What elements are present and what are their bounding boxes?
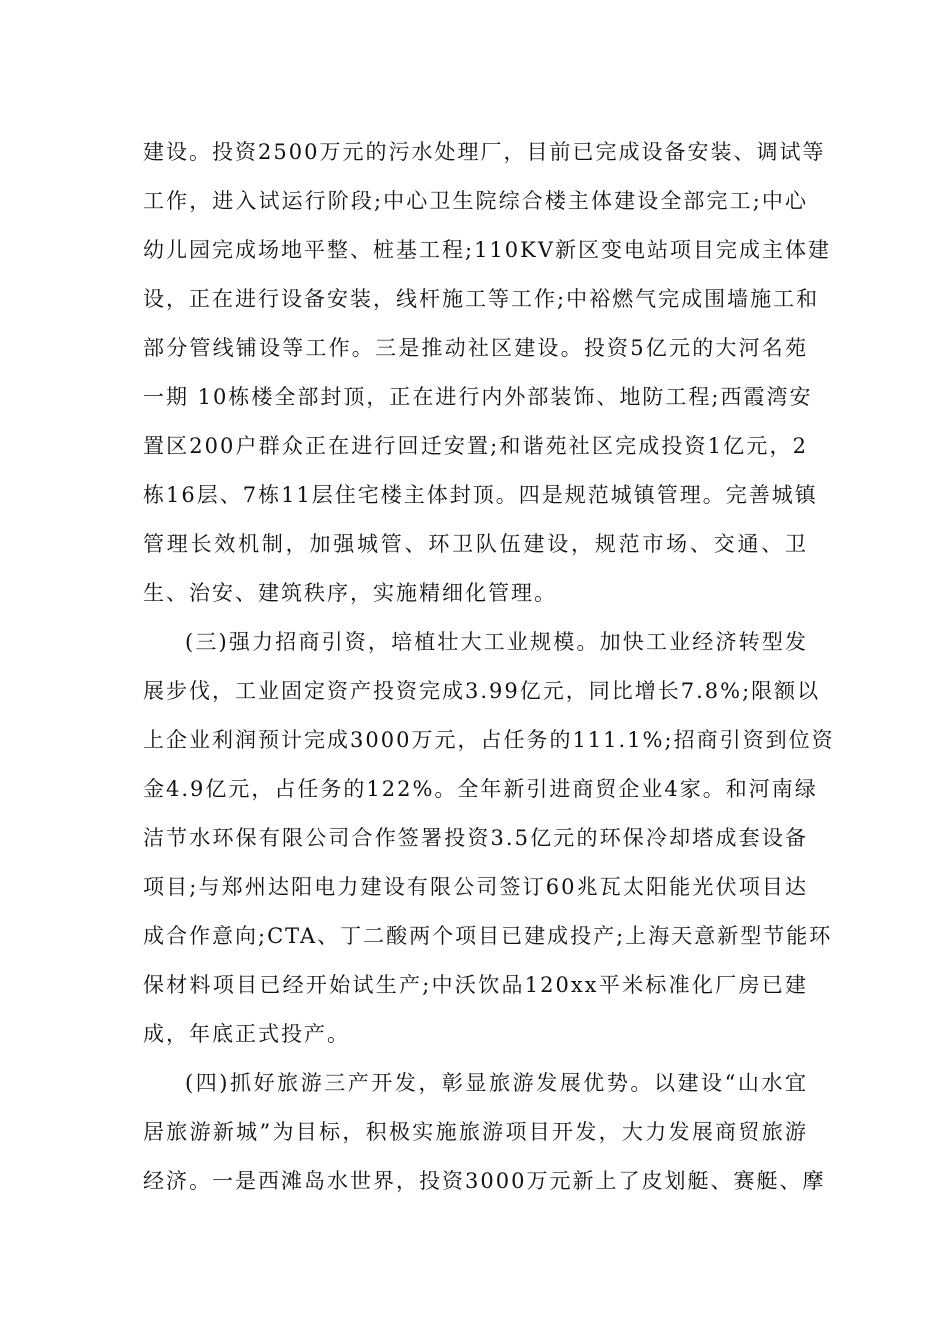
- text-line: 幼儿园完成场地平整、桩基工程;110KV新区变电站项目完成主体建: [143, 238, 832, 262]
- text-line: 成，年底正式投产。: [143, 1022, 350, 1046]
- text-line: 设，正在进行设备安装，线杆施工等工作;中裕燃气完成围墙施工和: [143, 287, 820, 311]
- text-line: 金4.9亿元，占任务的122%。全年新引进商贸企业4家。和河南绿: [143, 777, 818, 801]
- text-line: 工作，进入试运行阶段;中心卫生院综合楼主体建设全部完工;中心: [143, 189, 808, 213]
- section-heading-line: (三)强力招商引资，培植壮大工业规模。加快工业经济转型发: [185, 630, 808, 654]
- text-line: 展步伐，工业固定资产投资完成3.99亿元，同比增长7.8%;限额以: [143, 679, 821, 703]
- section-heading-line: (四)抓好旅游三产开发，彰显旅游发展优势。以建设“山水宜: [185, 1071, 808, 1095]
- text-line: 栋16层、7栋11层住宅楼主体封顶。四是规范城镇管理。完善城镇: [143, 483, 818, 507]
- text-line: 部分管线铺设等工作。三是推动社区建设。投资5亿元的大河名苑: [143, 336, 808, 360]
- text-line: 生、治安、建筑秩序，实施精细化管理。: [143, 581, 557, 605]
- text-line: 项目;与郑州达阳电力建设有限公司签订60兆瓦太阳能光伏项目达: [143, 875, 808, 899]
- text-line: 成合作意向;CTA、丁二酸两个项目已建成投产;上海天意新型节能环: [143, 924, 833, 948]
- document-body: [143, 128, 835, 1206]
- text-line: 洁节水环保有限公司合作签署投资3.5亿元的环保冷却塔成套设备: [143, 826, 808, 850]
- text-line: 管理长效机制，加强城管、环卫队伍建设，规范市场、交通、卫: [143, 532, 808, 556]
- text-line: 一期 10栋楼全部封顶，正在进行内外部装饰、地防工程;西霞湾安: [143, 385, 813, 409]
- text-line: 经济。一是西滩岛水世界，投资3000万元新上了皮划艇、赛艇、摩: [143, 1169, 826, 1193]
- text-line: 保材料项目已经开始试生产;中沃饮品120xx平米标准化厂房已建: [143, 973, 808, 997]
- text-line: 上企业利润预计完成3000万元，占任务的111.1%;招商引资到位资: [143, 728, 835, 752]
- text-line: 建设。投资2500万元的污水处理厂，目前已完成设备安装、调试等: [143, 140, 826, 164]
- text-line: 居旅游新城”为目标，积极实施旅游项目开发，大力发展商贸旅游: [143, 1120, 808, 1144]
- text-line: 置区200户群众正在进行回迁安置;和谐苑社区完成投资1亿元，2: [143, 434, 808, 458]
